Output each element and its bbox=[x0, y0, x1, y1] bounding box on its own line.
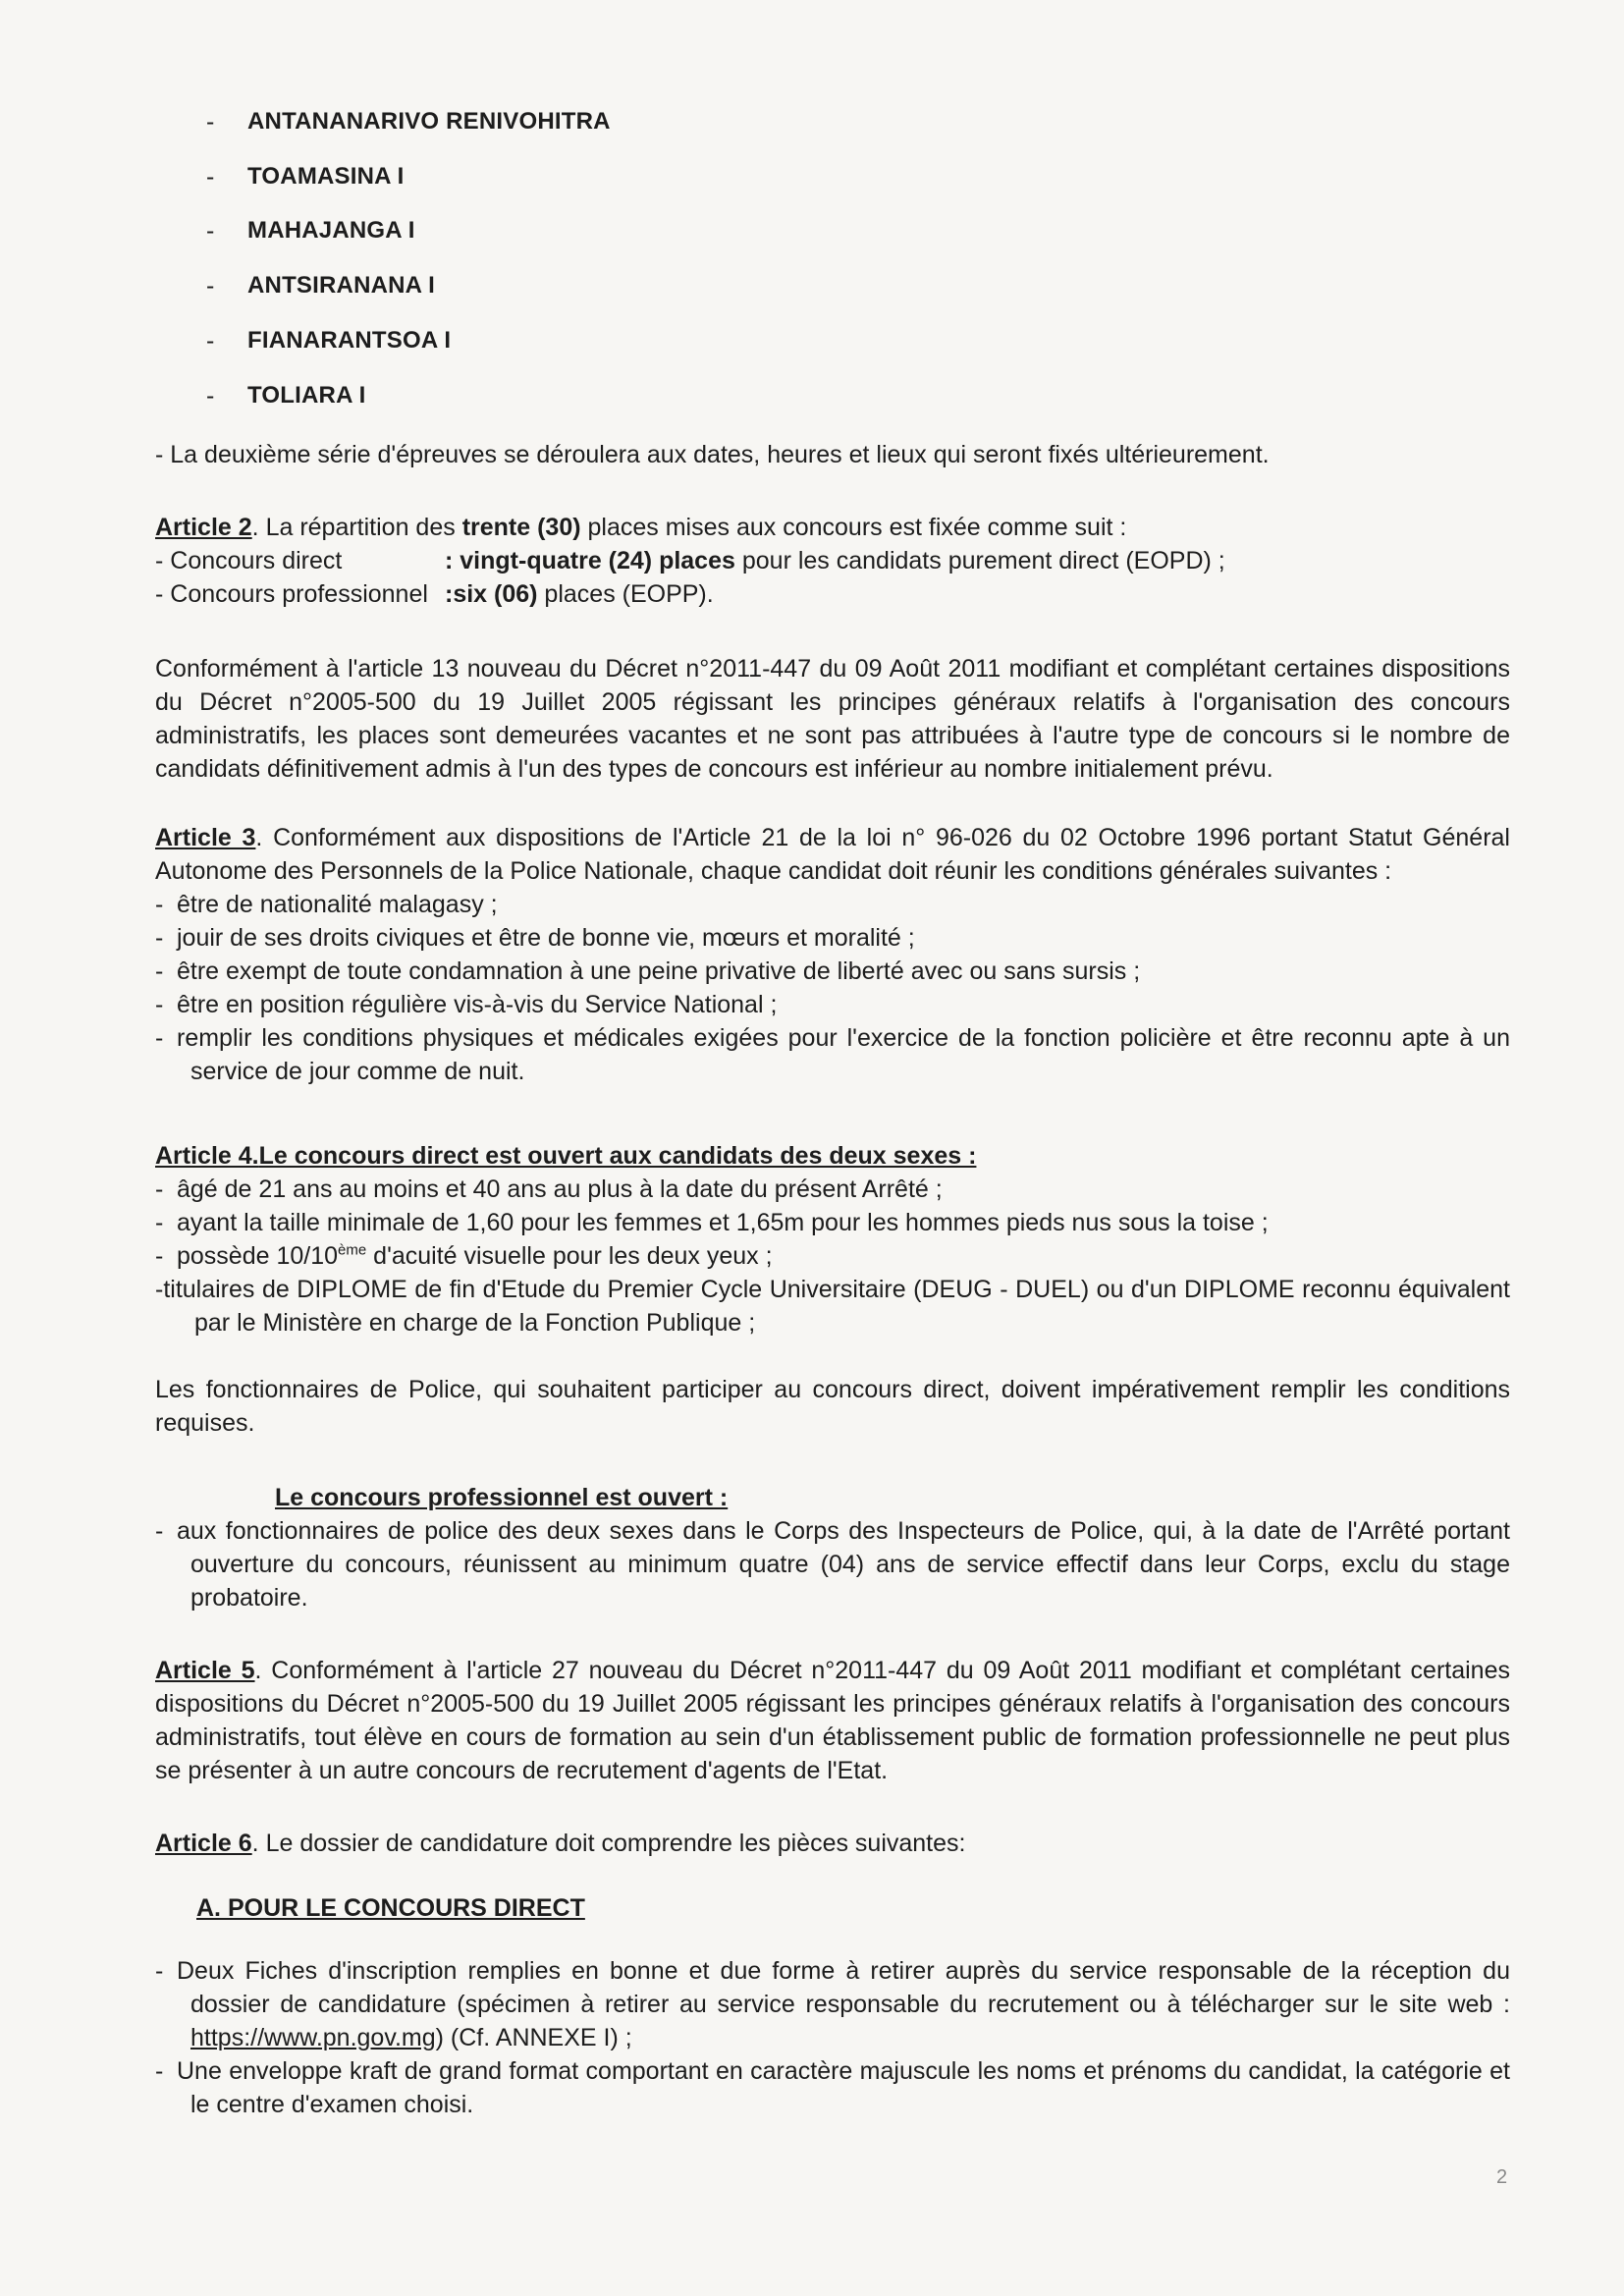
town-name: TOAMASINA I bbox=[247, 162, 405, 190]
town-name: ANTSIRANANA I bbox=[247, 272, 436, 300]
list-item: - être en position régulière vis-à-vis du Service National ; bbox=[155, 988, 1510, 1021]
list-item: - aux fonctionnaires de police des deux sexes dans le Corps des Inspecteurs de Police, qui, à la date de l'Arrêté portant ouverture du concours, réunissent au minimum quatre (04) ans de service effectif dans leur Corps, exclu du stage probatoire. bbox=[155, 1514, 1510, 1614]
pro-label: - Concours professionnel bbox=[155, 580, 428, 608]
second-series-line: - La deuxième série d'épreuves se déroulera aux dates, heures et lieux qui seront fixés ultérieurement. bbox=[155, 441, 1270, 468]
pro-desc: places (EOPP). bbox=[537, 580, 714, 608]
section-a-heading: A. POUR LE CONCOURS DIRECT bbox=[196, 1894, 585, 1922]
article-2-label: Article 2 bbox=[155, 514, 252, 541]
list-item: - TOLIARA I bbox=[206, 368, 611, 423]
website-link[interactable]: https://www.pn.gov.mg bbox=[190, 2024, 436, 2051]
list-item: - FIANARANTSOA I bbox=[206, 313, 611, 368]
list-item: - être exempt de toute condamnation à une peine privative de liberté avec ou sans sursis ; bbox=[155, 955, 1510, 988]
list-item: - MAHAJANGA I bbox=[206, 204, 611, 259]
pro-section bbox=[155, 1481, 1510, 1614]
direct-places: : vingt-quatre (24) places bbox=[445, 547, 735, 574]
list-item: - âgé de 21 ans au moins et 40 ans au plus à la date du présent Arrêté ; bbox=[155, 1173, 1510, 1206]
list-item: - ANTANANARIVO RENIVOHITRA bbox=[206, 94, 611, 149]
pro-heading: Le concours professionnel est ouvert : bbox=[275, 1484, 729, 1511]
article-4-label: Article 4. bbox=[155, 1142, 259, 1170]
article-3 bbox=[155, 821, 1510, 1088]
requirement-text: âgé de 21 ans au moins et 40 ans au plus à la date du présent Arrêté ; bbox=[177, 1175, 943, 1203]
list-item: - jouir de ses droits civiques et être de bonne vie, mœurs et moralité ; bbox=[155, 921, 1510, 955]
town-name: ANTANANARIVO RENIVOHITRA bbox=[247, 107, 611, 135]
list-item: - possède 10/10ème d'acuité visuelle pour les deux yeux ; bbox=[155, 1241, 773, 1270]
list-item: - remplir les conditions physiques et médicales exigées pour l'exercice de la fonction policière et être reconnu apte à un service de jour comme de nuit. bbox=[155, 1021, 1510, 1088]
article-4-heading: Le concours direct est ouvert aux candidats des deux sexes : bbox=[258, 1142, 977, 1170]
condition-text: remplir les conditions physiques et médicales exigées pour l'exercice de la fonction policière et être reconnu apte à un service de jour comme de nuit. bbox=[177, 1024, 1510, 1085]
article-4 bbox=[155, 1139, 1510, 1339]
list-item: - Deux Fiches d'inscription remplies en bonne et due forme à retirer auprès du service responsable de la réception du dossier de candidature (spécimen à retirer au service responsable du recrutement ou à télécharger sur le site web : https://www.pn.gov.mg) (Cf. ANNEXE I) ; bbox=[155, 1957, 1510, 2051]
requirement-text: d'acuité visuelle pour les deux yeux ; bbox=[366, 1242, 773, 1270]
list-item: - ANTSIRANANA I bbox=[206, 258, 611, 313]
list-item: - Une enveloppe kraft de grand format comportant en caractère majuscule les noms et prénoms du candidat, la catégorie et le centre d'examen choisi. bbox=[155, 2054, 1510, 2121]
requirement-text: ayant la taille minimale de 1,60 pour les femmes et 1,65m pour les hommes pieds nus sous la toise ; bbox=[177, 1209, 1269, 1236]
town-name: TOLIARA I bbox=[247, 381, 366, 409]
town-list bbox=[206, 94, 611, 423]
article-6 bbox=[155, 1827, 1510, 2121]
pro-condition: aux fonctionnaires de police des deux sexes dans le Corps des Inspecteurs de Police, qui, à la date de l'Arrêté portant ouverture du concours, réunissent au minimum quatre (04) ans de service effectif dans leur Corps, exclu du stage probatoire. bbox=[177, 1517, 1510, 1612]
condition-text: jouir de ses droits civiques et être de bonne vie, mœurs et moralité ; bbox=[177, 924, 915, 952]
pro-places: :six (06) bbox=[445, 580, 538, 608]
article-3-intro: . Conformément aux dispositions de l'Article 21 de la loi n° 96-026 du 02 Octobre 1996 portant Statut Général Autonome des Personnels de la Police Nationale, chaque candidat doit réunir les conditions générales suivantes : bbox=[155, 824, 1510, 885]
places-total: trente (30) bbox=[461, 514, 581, 541]
direct-label: - Concours direct bbox=[155, 547, 343, 574]
town-name: FIANARANTSOA I bbox=[247, 327, 452, 355]
article-2 bbox=[155, 511, 1510, 611]
second-series-text: La deuxième série d'épreuves se déroulera aux dates, heures et lieux qui seront fixés ultérieurement. bbox=[170, 441, 1270, 468]
article-2-intro-end: places mises aux concours est fixée comme suit : bbox=[580, 514, 1127, 541]
article-5-text: . Conformément à l'article 27 nouveau du Décret n°2011-447 du 09 Août 2011 modifiant et complétant certaines dispositions du Décret n°2005-500 du 19 Juillet 2005 régissant les principes généraux relatifs à l'organisation des concours administratifs, tout élève en cours de formation au sein d'un établissement public de formation professionnelle ne peut plus se présenter à un autre concours de recrutement d'agents de l'Etat. bbox=[155, 1657, 1510, 1784]
fiche-text: Deux Fiches d'inscription remplies en bonne et due forme à retirer auprès du service responsable de la réception du dossier de candidature (spécimen à retirer au service responsable du recrutement ou à télécharger sur le site web : bbox=[177, 1957, 1510, 2018]
article-2-intro: . La répartition des bbox=[251, 514, 462, 541]
fiche-text-end: ) (Cf. ANNEXE I) ; bbox=[435, 2024, 632, 2051]
list-item: - être de nationalité malagasy ; bbox=[155, 888, 1510, 921]
list-item: -titulaires de DIPLOME de fin d'Etude du Premier Cycle Universitaire (DEUG - DUEL) ou d'un DIPLOME reconnu équivalent par le Ministère en charge de la Fonction Publique ; bbox=[155, 1276, 1510, 1337]
direct-desc: pour les candidats purement direct (EOPD) ; bbox=[734, 547, 1225, 574]
condition-text: être exempt de toute condamnation à une peine privative de liberté avec ou sans sursis ; bbox=[177, 957, 1141, 985]
list-item: - TOAMASINA I bbox=[206, 149, 611, 204]
list-item: - ayant la taille minimale de 1,60 pour les femmes et 1,65m pour les hommes pieds nus sous la toise ; bbox=[155, 1206, 1510, 1239]
article-3-label: Article 3 bbox=[155, 824, 256, 851]
superscript: ème bbox=[338, 1241, 367, 1259]
town-name: MAHAJANGA I bbox=[247, 217, 415, 245]
article-6-label: Article 6 bbox=[155, 1830, 252, 1857]
condition-text: être en position régulière vis-à-vis du Service National ; bbox=[177, 991, 778, 1018]
article-2-conformity: Conformément à l'article 13 nouveau du Décret n°2011-447 du 09 Août 2011 modifiant et complétant certaines dispositions du Décret n°2005-500 du 19 Juillet 2005 régissant les principes généraux relatifs à l'organisation des concours administratifs, les places sont demeurées vacantes et ne sont pas attribuées à l'autre type de concours si le nombre de candidats définitivement admis à l'un des types de concours est inférieur au nombre initialement prévu. bbox=[155, 655, 1510, 783]
article-5 bbox=[155, 1654, 1510, 1787]
requirement-text: possède 10/10 bbox=[177, 1242, 339, 1270]
envelope-text: Une enveloppe kraft de grand format comportant en caractère majuscule les noms et prénoms du candidat, la catégorie et le centre d'examen choisi. bbox=[177, 2057, 1510, 2118]
article-5-label: Article 5 bbox=[155, 1657, 255, 1684]
article-6-intro: . Le dossier de candidature doit comprendre les pièces suivantes: bbox=[251, 1830, 966, 1857]
condition-text: être de nationalité malagasy ; bbox=[177, 891, 498, 918]
page-number: 2 bbox=[1496, 2166, 1508, 2188]
police-note: Les fonctionnaires de Police, qui souhaitent participer au concours direct, doivent impérativement remplir les conditions requises. bbox=[155, 1376, 1510, 1437]
